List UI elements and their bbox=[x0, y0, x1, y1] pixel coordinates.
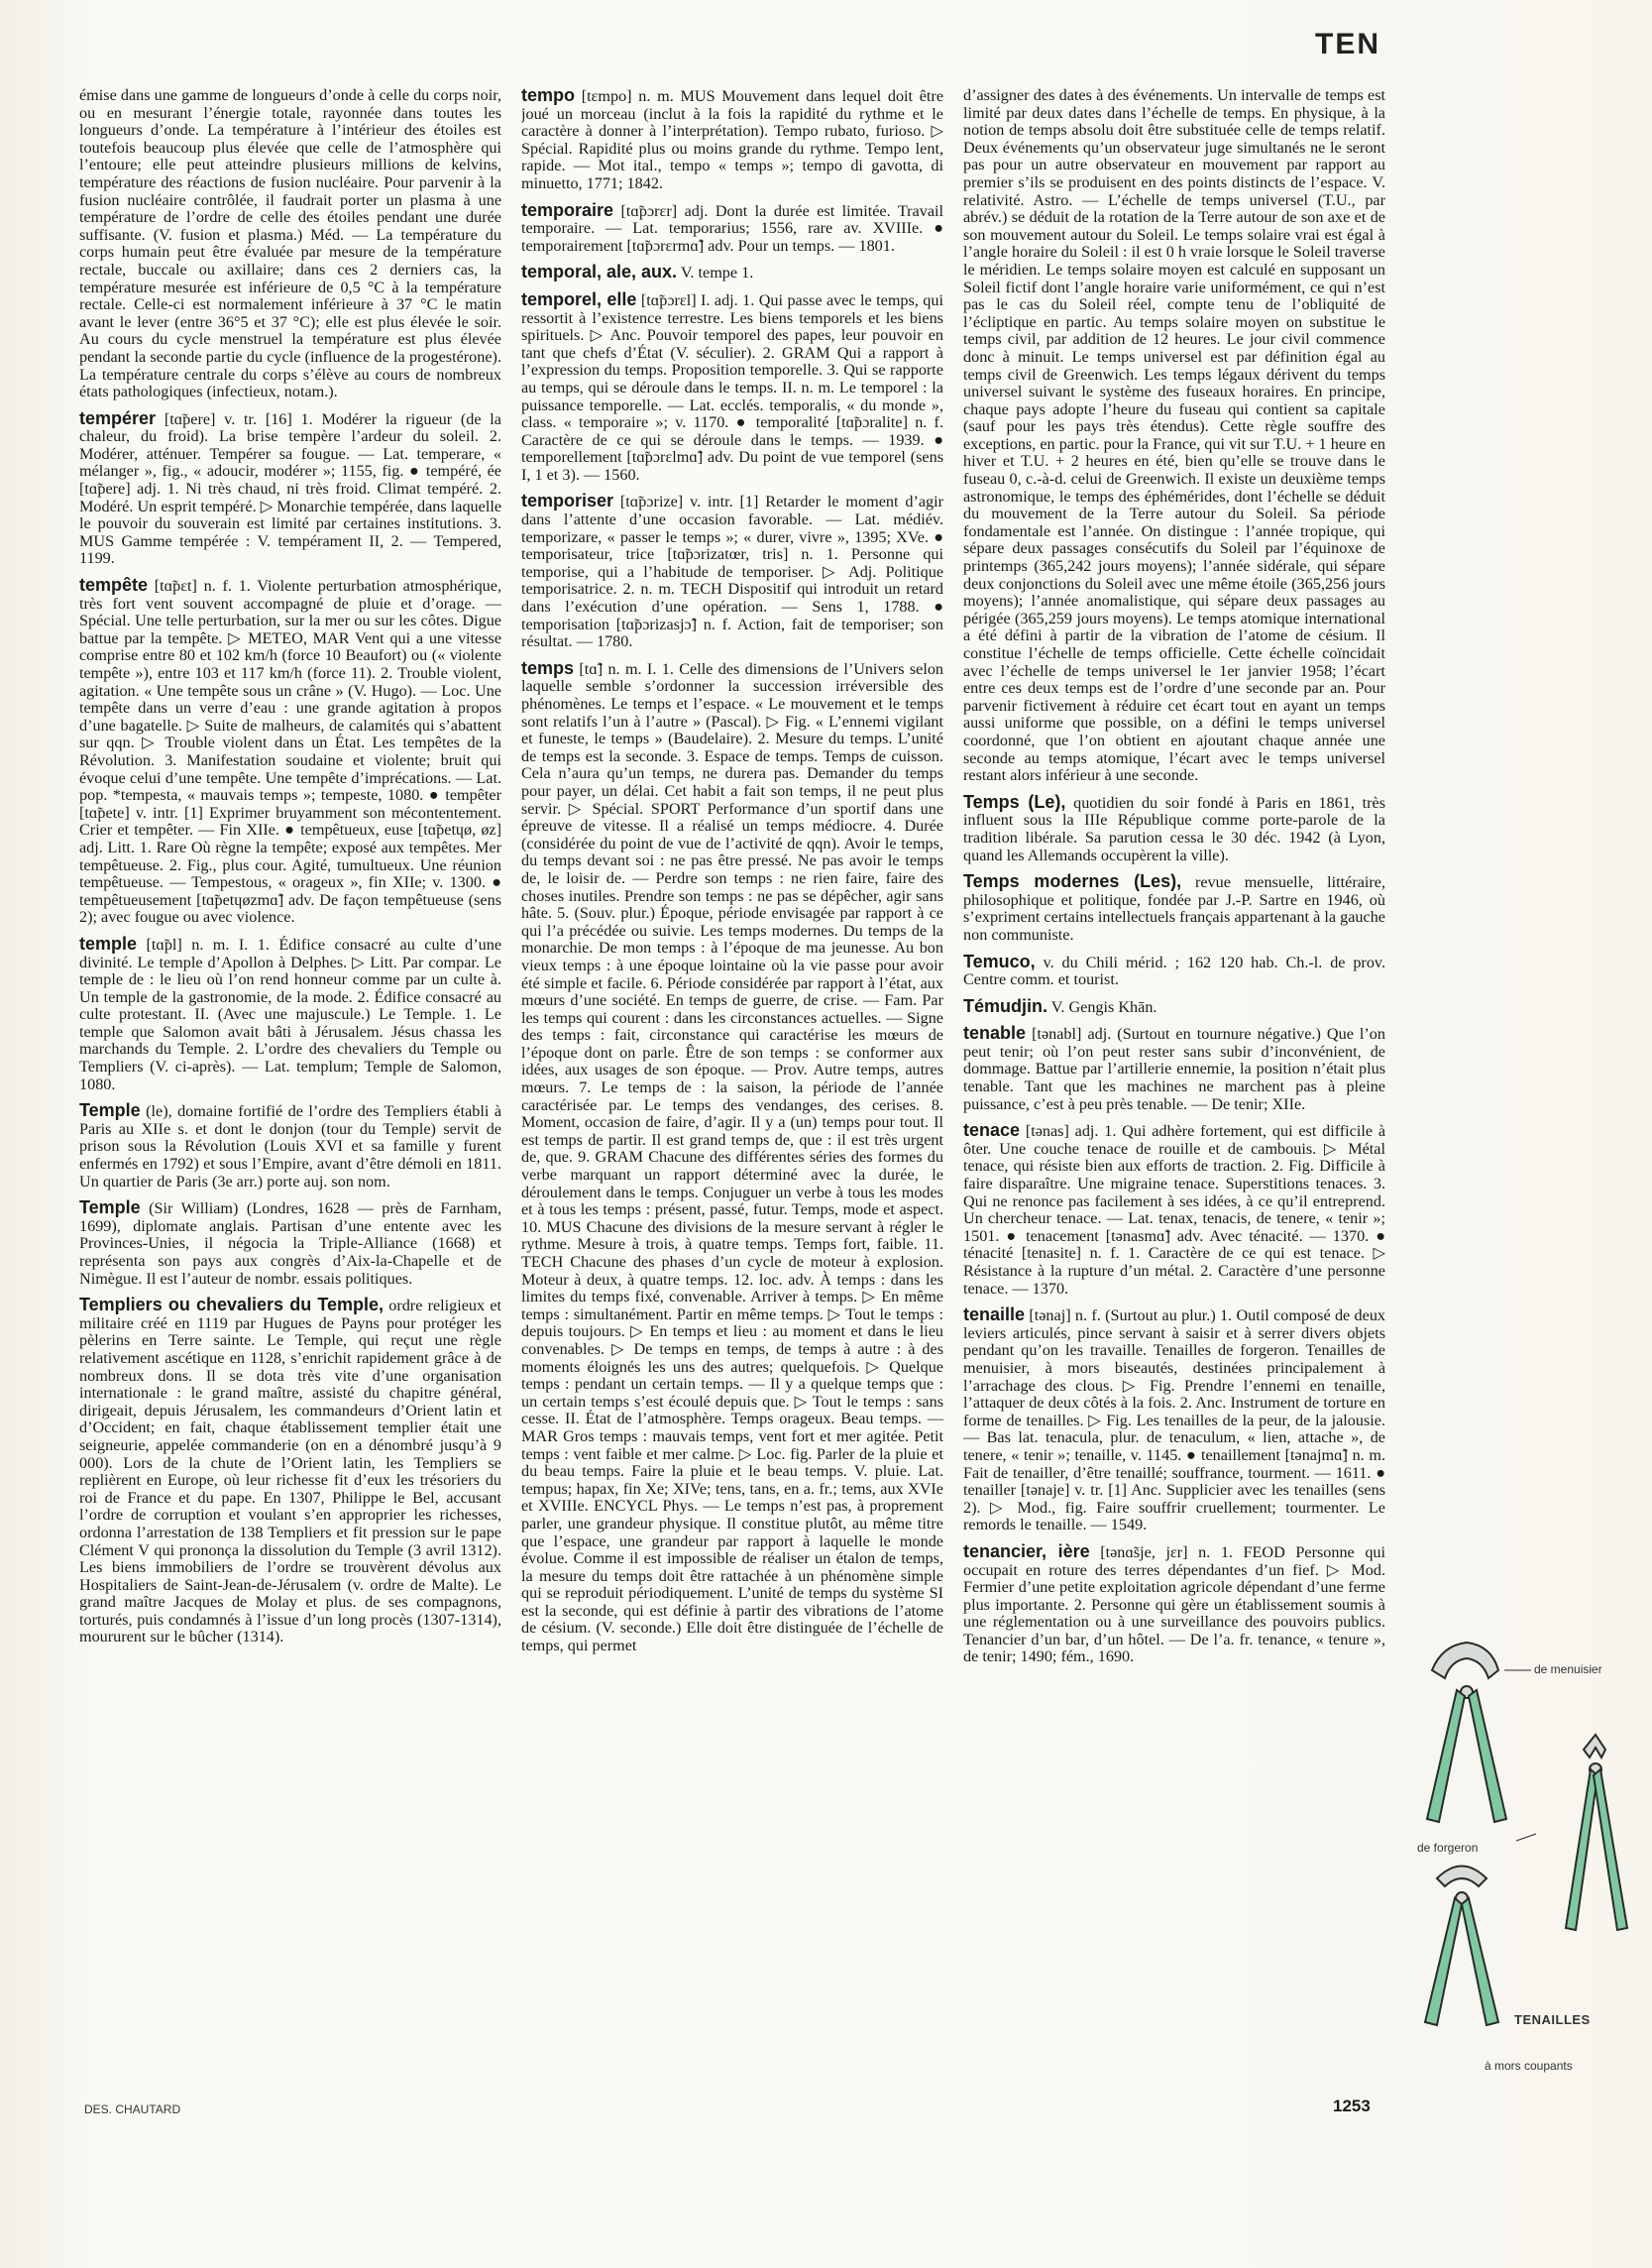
entry-definition: [tɑ̃pɛt] n. f. 1. Violente perturbation atmosphérique, très fort vent souvent accompagné de pluie et d’orage. — Spécial. Une telle perturbation, sur la mer ou sur les côtes. Digue battue par la tempête. ▷ METEO, MAR Vent qui a une vitesse comprise entre 80 et 102 km/h (force 10 Beaufort) ou (« violente tempête »), entre 103 et 117 km/h (force 11). 2. Trouble violent, agitation. « Une tempête sous un crâne » (V. Hugo). — Loc. Une tempête dans un verre d’eau : une grande agitation à propos d’une bagatelle. ▷ Suite de malheurs, de calamités qui s’abattent sur qqn. ▷ Trouble violent dans un État. Les tempêtes de la Révolution. 3. Manifestation soudaine et violente; bruit qui évoque celui d’une tempête. Une tempête d’imprécations. — Lat. pop. *tempesta, « mauvais temps »; tempeste, 1080. ● tempêter [tɑ̃pete] v. intr. [1] Exprimer bruyamment son mécontentement. Crier et tempêter. — Fin XIIe. ● tempêtueux, euse [tɑ̃petɥø, øz] adj. Litt. 1. Rare Où règne la tempête; exposé aux tempêtes. Mer tempêtueuse. 2. Fig., plus cour. Agité, tumultueux. Une réunion tempêtueuse. — Tempestous, « orageux », fin XIIe; v. 1300. ● tempêtueusement [tɑ̃petɥøzmɑ̃] adv. De façon tempêtueuse (sens 2); avec fougue ou avec violence. bbox=[79, 577, 501, 927]
dictionary-entry bbox=[79, 1102, 501, 1191]
dictionary-entry bbox=[521, 264, 943, 283]
entry-definition: V. Gengis Khān. bbox=[1050, 997, 1157, 1016]
entry-definition: ordre religieux et militaire créé en 1119 par Hugues de Payns pour protéger les pèlerins en Terre sainte. Le Temple, qui reçut une règle relativement ascétique en 1128, s’enrichit rapidement grâce à de nombreux dons. Il se dota très vite d’une organisation internationale : le grand maître, assisté du chapitre général, dirigeait, depuis Jérusalem, les commandeurs d’Orient latin et d’Occident; en fait, chaque établissement templier était une seigneurie, appelée commanderie (on en a dénombré jusqu’à 9 000). Lors de la chute de l’Orient latin, les Templiers se replièrent en Europe, où leur richesse fit d’eux les trésoriers du roi de France et du pape. En 1307, Philippe le Bel, accusant l’ordre de corruption et voulant s’en approprier les richesses, ordonna l’arrestation de 138 Templiers et fit pression sur le pape Clément V qui prononça la dissolution du Temple (3 avril 1312). Les biens immobiliers de l’ordre se trouvèrent dévolus aux Hospitaliers de Saint-Jean-de-Jérusalem (v. ordre de Malte). Le grand maître Jacques de Molay et plus. de ses compagnons, torturés, puis condamnés à l’issue d’un long procès (1307-1314), moururent sur le bûcher (1314). bbox=[79, 1297, 501, 1646]
dictionary-entry bbox=[963, 1025, 1385, 1113]
dictionary-entry bbox=[79, 1199, 501, 1288]
entry-definition: quotidien du soir fondé à Paris en 1861, très influent sous la IIIe République comme porte-parole de la tradition libérale. Sa parution cessa le 30 déc. 1942 (à Lyon, quand les Allemands occupèrent la ville). bbox=[963, 793, 1385, 864]
page-number: 1253 bbox=[1333, 2097, 1371, 2115]
entry-headword: temple bbox=[79, 933, 138, 954]
entry-definition: [tɑ̃pl] n. m. I. 1. Édifice consacré au culte d’une divinité. Le temple d’Apollon à Delphes. ▷ Litt. Par compar. Le temple de : le lieu où l’on rend honneur comme par un culte à. Un temple de la gastronomie, de la mode. 2. Édifice consacré au culte protestant. II. (Avec une majuscule.) Le Temple. 1. Le temple que Salomon avait bâti à Jérusalem. Jésus chassa les marchands du Temple. 2. L’ordre des chevaliers du Temple ou Templiers (V. ci-après). — Lat. templum; Temple de Salomon, 1080. bbox=[79, 935, 501, 1093]
entry-headword: Témudjin. bbox=[963, 995, 1047, 1016]
entry-headword: temporiser bbox=[521, 491, 614, 511]
dictionary-entry bbox=[521, 288, 943, 485]
dictionary-entry bbox=[963, 1306, 1385, 1534]
entry-headword: Temps modernes (Les), bbox=[963, 871, 1182, 892]
illustration-credit: DES. CHAUTARD bbox=[84, 2102, 181, 2116]
dictionary-entry bbox=[79, 407, 501, 568]
tenailles-illustration bbox=[1407, 1631, 1645, 2097]
entry-definition: (Sir William) (Londres, 1628 — près de Farnham, 1699), diplomate anglais. Partisan d’une entente avec les Provinces-Unies, il négocia la Triple-Alliance (1668) et représenta son pays aux congrès d’Aix-la-Chapelle et de Nimègue. Il est l’auteur de nombr. essais politiques. bbox=[79, 1199, 501, 1288]
pincers-menuisier-icon bbox=[1427, 1643, 1506, 1822]
dictionary-entry bbox=[963, 1122, 1385, 1298]
entry-headword: temporaire bbox=[521, 199, 614, 220]
column-3 bbox=[963, 87, 1385, 2080]
entry-definition: revue mensuelle, littéraire, philosophique et politique, fondée par J.-P. Sartre en 1946, où s’expriment certains intellectuels français appartenant à la gauche non communiste. bbox=[963, 873, 1385, 944]
entry-definition: [tənaj] n. f. (Surtout au plur.) 1. Outil composé de deux leviers articulés, pince servant à saisir et à serrer divers objets pendant qu’on les travaille. Tenailles de forgeron. Tenailles de menuisier, à mors biseautés, destinées principalement à l’arrachage des clous. ▷ Fig. Prendre l’ennemi en tenaille, l’attaquer de deux côtés à la fois. 2. Anc. Instrument de torture en forme de tenailles. ▷ Fig. Les tenailles de la peur, de la jalousie. — Bas lat. tenacula, plur. de tenaculum, « lien, attache », de tenere, « tenir »; tenaille, v. 1145. ● tenaillement [tənajmɑ̃] n. m. Fait de tenailler, d’être tenaillé; souffrance, tourment. — 1611. ● tenailler [tənaje] v. tr. [1] Anc. Supplicier avec les tenailles (sens 2). ▷ Mod., fig. Faire souffrir cruellement; tourmenter. Le remords le tenaille. — 1549. bbox=[963, 1306, 1385, 1534]
entry-headword: Templiers ou chevaliers du Temple, bbox=[79, 1295, 385, 1315]
dictionary-entry bbox=[963, 87, 1385, 785]
entry-headword: tenaille bbox=[963, 1304, 1026, 1325]
entry-definition: v. du Chili mérid. ; 162 120 hab. Ch.-l. de prov. Centre comm. et tourist. bbox=[963, 953, 1385, 989]
label-menuisier: de menuisier bbox=[1534, 1662, 1602, 1676]
entry-definition: émise dans une gamme de longueurs d’onde à celle du corps noir, ou en mesurant l’énergie totale, rayonnée dans toutes les longueurs d’onde. La température à l’intérieur des étoiles est toutefois beaucoup plus élevée que celle de l’atmosphère qui l’entoure; elle peut atteindre plusieurs millions de kelvins, température des réactions de fusion nucléaire. Pour parvenir à la fusion nucléaire contrôlée, il faudrait porter un plasma à une température de l’ordre de celle des étoiles pendant une durée suffisante. (V. fusion et plasma.) Méd. — La température du corps humain peut être évaluée par mesure de la température rectale, buccale ou axillaire; dans ces 2 derniers cas, la température mesurée est inférieure de 0,5 °C à la température rectale. Celle-ci est normalement inférieure à 37 °C le matin avant le lever (entre 36°5 et 37 °C); elle est plus élevée le soir. Au cours du cycle menstruel la température est plus élevée pendant la seconde partie du cycle (influence de la progestérone). La température centrale du corps s’élève au cours de nombreux états pathologiques (infectieux, notam.). bbox=[79, 87, 501, 401]
entry-definition: [tənas] adj. 1. Qui adhère fortement, qui est difficile à ôter. Une couche tenace de rouille et de cambouis. ▷ Métal tenace, qui résiste bien aux efforts de traction. 2. Fig. Difficile à faire disparaître. Une migraine tenace. Superstitions tenaces. 3. Qui ne renonce pas facilement à ses idées, à ce qu’il entreprend. Un chercheur tenace. — Lat. tenax, tenacis, de tenere, « tenir »; 1501. ● tenacement [tənasmɑ̃] adv. Avec ténacité. — 1370. ● ténacité [tenasite] n. f. 1. Caractère de ce qui est tenace. ▷ Résistance à la rupture d’un métal. 2. Caractère d’une personne tenace. — 1370. bbox=[963, 1122, 1385, 1298]
dictionary-entry bbox=[79, 933, 501, 1093]
dictionary-entry bbox=[963, 873, 1385, 944]
entry-definition: [tɑ̃pɔrize] v. intr. [1] Retarder le moment d’agir dans l’attente d’une occasion favorable. — Lat. médiév. temporizare, « passer le temps »; « durer, vivre », 1395; XVe. ● temporisateur, trice [tɑ̃pɔrizatœr, tris] n. 1. Personne qui temporise, qui a l’habitude de temporiser. ▷ Adj. Politique temporisatrice. 2. n. m. TECH Dispositif qui introduit un retard dans l’exécution d’une opération. — Sens 1, 1788. ● temporisation [tɑ̃pɔrizasjɔ̃] n. f. Action, fait de temporiser; son résultat. — 1780. bbox=[521, 493, 943, 651]
entry-headword: tempête bbox=[79, 575, 149, 596]
dictionary-entry bbox=[79, 1297, 501, 1646]
entry-headword: tenable bbox=[963, 1023, 1027, 1044]
entry-definition: V. tempe 1. bbox=[680, 264, 754, 283]
pliers-mors-coupants-icon bbox=[1425, 1867, 1498, 2026]
text-columns bbox=[79, 87, 1387, 2080]
dictionary-entry bbox=[963, 791, 1385, 864]
entry-definition: [tɑ̃pɔrɛr] adj. Dont la durée est limitée. Travail temporaire. — Lat. temporarius; 1556, rare av. XVIIIe. ● temporairement [tɑ̃pɔrɛrmɑ̃] adv. Pour un temps. — 1801. bbox=[521, 201, 943, 255]
entry-headword: tenace bbox=[963, 1120, 1021, 1141]
label-forgeron: de forgeron bbox=[1417, 1841, 1479, 1855]
entry-headword: temps bbox=[521, 657, 575, 678]
dictionary-entry bbox=[963, 1540, 1385, 1666]
entry-headword: Temple bbox=[79, 1197, 141, 1218]
entry-definition: [tɑ̃pɔrɛl] I. adj. 1. Qui passe avec le temps, qui ressortit à l’existence terrestre. Les biens temporels et les biens spirituels. ▷ Anc. Pouvoir temporel des papes, leur pouvoir en tant que chefs d’État (V. séculier). 2. GRAM Qui a rapport à l’expression du temps. Proposition temporelle. 3. Qui se rapporte au temps, qui se déroule dans le temps. II. n. m. Le temporel : la puissance temporelle. — Lat. ecclés. temporalis, « du monde », class. « temporaire »; v. 1170. ● temporalité [tɑ̃pɔralite] n. f. Caractère de ce qui se déroule dans le temps. — 1939. ● temporellement [tɑ̃pɔrɛlmɑ̃] adv. Du point de vue temporel (sens I, 1 et 3). — 1560. bbox=[521, 290, 943, 484]
dictionary-entry bbox=[79, 577, 501, 927]
entry-headword: Temple bbox=[79, 1100, 141, 1121]
entry-definition: [tənɑ̃sje, jɛr] n. 1. FEOD Personne qui occupait en roture des terres dépendantes d’un fief. ▷ Mod. Fermier d’une petite exploitation agricole dépendant d’une ferme plus importante. 2. Personne qui gère un établissement soumis à une réglementation ou à une surveillance des pouvoirs publics. Tenancier d’un bar, d’un hôtel. — De l’a. fr. tenance, « tenure », de tenir; 1490; fém., 1690. bbox=[963, 1542, 1385, 1666]
entry-definition: (le), domaine fortifié de l’ordre des Templiers établi à Paris au XIIe s. et dont le donjon (tour du Temple) servit de prison sous la Révolution (Louis XVI et sa famille y furent enfermés en 1792) et sous l’Empire, avant d’être démoli en 1811. Un quartier de Paris (3e arr.) porte auj. son nom. bbox=[79, 1102, 501, 1191]
entry-headword: Temps (Le), bbox=[963, 791, 1066, 812]
entry-definition: [tɑ̃pere] v. tr. [16] 1. Modérer la rigueur (de la chaleur, du froid). La brise tempère l’ardeur du soleil. 2. Modérer, atténuer. Tempérer sa fougue. — Lat. temperare, « mélanger », fig., « adoucir, modérer »; 1155, fig. ● tempéré, ée [tɑ̃pere] adj. 1. Ni très chaud, ni très froid. Climat tempéré. 2. Modéré. Un esprit tempéré. ▷ Monarchie tempérée, dans laquelle le pouvoir du souverain est limité par certaines institutions. 3. MUS Gamme tempérée : V. tempérament II, 2. — Tempered, 1199. bbox=[79, 409, 501, 568]
column-1 bbox=[79, 87, 501, 2080]
entry-headword: tempo bbox=[521, 87, 575, 105]
guide-word: TEN bbox=[1315, 28, 1380, 60]
dictionary-entry bbox=[521, 657, 943, 1655]
entry-definition: [tɑ̃] n. m. I. 1. Celle des dimensions de l’Univers selon laquelle semble s’ordonner la succession irréversible des phénomènes. Le temps et l’espace. « Le mouvement et le temps sont relatifs l’un à l’autre » (Pascal). ▷ Fig. « L’ennemi vigilant et funeste, le temps » (Baudelaire). 2. Mesure du temps. L’unité de temps est la seconde. 3. Espace de temps. Temps de cuisson. Cela n’aura qu’un temps, ne durera pas. Demander du temps pour payer, un délai. Cet habit a fait son temps, il ne peut plus servir. ▷ Spécial. SPORT Performance d’un sportif dans une épreuve de vitesse. Il a réalisé un temps médiocre. 4. Durée (considérée du point de vue de l’activité de qqn). Avoir le temps, du temps devant soi : ne pas être pressé. Ne pas avoir le temps de, le loisir de. — Perdre son temps : ne rien faire, faire des choses inutiles. Prendre son temps : ne pas se dépêcher, agir sans hâte. 5. (Souv. plur.) Époque, période envisagée par rapport à ce qui l’a précédée ou suivie. Les temps modernes. Du temps de la monarchie. De mon temps : à l’époque de ma jeunesse. Au bon vieux temps : à une époque lointaine où la vie passe pour avoir été simple et facile. 6. Période considérée par rapport à l’état, aux mœurs d’une société. En temps de guerre, de crise. — Fam. Par les temps qui courent : dans les circonstances actuelles. — Signe des temps : fait, circonstance qui caractérise les mœurs de l’époque dont on parle. Être de son temps : se conformer aux idées, aux usages de son époque. — Prov. Autre temps, autres mœurs. 7. Le temps de : la saison, la période de l’année caractérisée par. Le temps des vendanges, des cerises. 8. Moment, occasion de faire, d’agir. Il y a (un) temps pour tout. Il est temps de partir. Il est grand temps de, que : il est très urgent de, que. 9. GRAM Chacune des différentes séries des formes du verbe marquant un rapport déterminé avec la durée, le déroulement dans le temps. Conjuguer un verbe à tous les modes et à tous les temps : présent, passé, futur. Temps, mode et aspect. 10. MUS Chacune des divisions de la mesure servant à régler le rythme. Mesure à trois, à quatre temps. Temps fort, faible. 11. TECH Chacune des phases d’un cycle de moteur à explosion. Moteur à deux, à quatre temps. 12. loc. adv. À temps : dans les limites du temps fixé, convenable. Arriver à temps. ▷ En même temps : simultanément. Partir en même temps. ▷ Tout le temps : depuis toujours. ▷ En temps et lieu : au moment et dans le lieu convenables. ▷ De temps en temps, de temps à autre : à des moments éloignés les uns des autres; quelquefois. ▷ Quelque temps : pendant un certain temps. — Il y a quelque temps que : un certain temps s’est écoulé depuis que. ▷ Tout le temps : sans cesse. II. État de l’atmosphère. Temps orageux. Beau temps. — MAR Gros temps : mauvais temps, vent fort et mer agitée. Petit temps : vent faible et mer calme. ▷ Loc. fig. Parler de la pluie et du beau temps. Faire la pluie et le beau temps. V. pluie. Lat. tempus; hapax, fin Xe; XIVe; tens, tans, en a. fr.; tems, aux XVIe et XVIIIe. ENCYCL Phys. — Le temps n’est pas, à proprement parler, une grandeur physique. Il constitue plutôt, au même titre que l’espace, une grandeur par rapport à laquelle le monde évolue. Comme il est impossible de réaliser un étalon de temps, la mesure du temps doit être rattachée à un phénomène simple qui se reproduit périodiquement. L’unité de temps du système SI est la seconde, qui est définie à partir des vibrations de l’atome de césium. (V. seconde.) Elle doit être distinguée de l’échelle de temps, qui permet bbox=[521, 659, 943, 1655]
entry-headword: temporel, elle bbox=[521, 288, 637, 309]
dictionary-entry bbox=[521, 493, 943, 650]
dictionary-entry bbox=[521, 199, 943, 256]
figure-title: TENAILLES bbox=[1514, 2012, 1591, 2027]
entry-headword: tenancier, ière bbox=[963, 1540, 1090, 1561]
entry-definition: [tənabl] adj. (Surtout en tournure négative.) Que l’on peut tenir; où l’on peut rester sans subir d’inconvénient, de dommage. Battue par l’artillerie ennemie, la position n’était plus tenable. Tant que les machines ne marchent pas à pleine puissance, c’est à peu près tenable. — De tenir; XIIe. bbox=[963, 1025, 1385, 1113]
entry-definition: [tɛmpo] n. m. MUS Mouvement dans lequel doit être joué un morceau (inclut à la fois la rapidité du rythme et le caractère à donner à l’interprétation). Tempo rubato, furioso. ▷ Spécial. Rapidité plus ou moins grande du rythme. Tempo lent, rapide. — Mot ital., tempo « temps »; tempo di gavotta, di minuetto, 1771; 1842. bbox=[521, 87, 943, 192]
dictionary-entry bbox=[79, 87, 501, 401]
dictionary-entry bbox=[963, 995, 1385, 1017]
entry-definition: d’assigner des dates à des événements. Un intervalle de temps est limité par deux dates dans l’échelle de temps. En physique, à la notion de temps absolu doit être substituée celle de temps relatif. Deux événements qu’un observateur juge simultanés ne le seront pas pour un autre observateur en mouvement par rapport au premier s’ils se produisent en des points distincts de l’espace. V. relativité. Astro. — L’échelle de temps universel (T.U., par abrév.) se déduit de la rotation de la Terre autour de son axe et de son mouvement autour du Soleil. Le temps solaire vrai est égal à l’angle horaire du Soleil : il est 0 h vraie lorsque le Soleil traverse le méridien. Le temps solaire moyen est calculé en supposant un Soleil fictif dont l’angle horaire varie uniformément, ce qui n’est pas le cas du Soleil réel, compte tenu de l’obliquité de l’écliptique en partic. Au temps solaire moyen on substitue le temps civil, par addition de 12 heures. Le jour civil commence donc à minuit. Le temps universel est par définition égal au temps civil de Greenwich. Les temps légaux dérivent du temps universel suivant le système des fuseaux horaires. En principe, chaque pays adopte l’heure du fuseau qui contient sa capitale (sauf pour les pays très étendus). Cette règle souffre des exceptions, en partic. pour la France, qui vit sur T.U. + 1 heure en hiver et T.U. + 2 heures en été, bien qu’elle se trouve dans le fuseau 0, c.-à-d. celui de Greenwich. Il existe un deuxième temps astronomique, le temps des éphémérides, dont l’échelle se déduit du mouvement de la Terre autour du Soleil. Sa période fondamentale est l’année. On distingue : l’année tropique, qui sépare deux passages consécutifs du Soleil par l’équinoxe de printemps (365,242 jours moyens); l’année sidérale, qui sépare deux conjonctions du Soleil avec une même étoile (365,256 jours moyens); l’année anomalistique, qui sépare deux passages au périgée (365,259 jours moyens). Le temps atomique international a été défini à partir de la vibration de l’atome de césium. Il constitue l’échelle de temps officielle. Cette échelle coïncidait avec l’échelle de temps universel le 1er janvier 1958; l’écart entre ces deux temps est de l’ordre d’une seconde par an. Pour parvenir fictivement à réduire cet écart tout en ayant un temps aussi uniforme que possible, on a défini le temps universel coordonné, que l’on obtient en ajoutant chaque année une seconde au temps atomique, l’écart avec le temps universel restant alors inférieur à une seconde. bbox=[963, 87, 1385, 785]
entry-headword: tempérer bbox=[79, 407, 157, 428]
column-2 bbox=[521, 87, 943, 2080]
entry-headword: Temuco, bbox=[963, 951, 1036, 971]
label-mors-coupants: à mors coupants bbox=[1485, 2059, 1573, 2073]
dictionary-entry bbox=[521, 87, 943, 193]
tongs-forgeron-icon bbox=[1566, 1735, 1627, 1930]
entry-headword: temporal, ale, aux. bbox=[521, 262, 678, 283]
dictionary-entry bbox=[963, 951, 1385, 989]
